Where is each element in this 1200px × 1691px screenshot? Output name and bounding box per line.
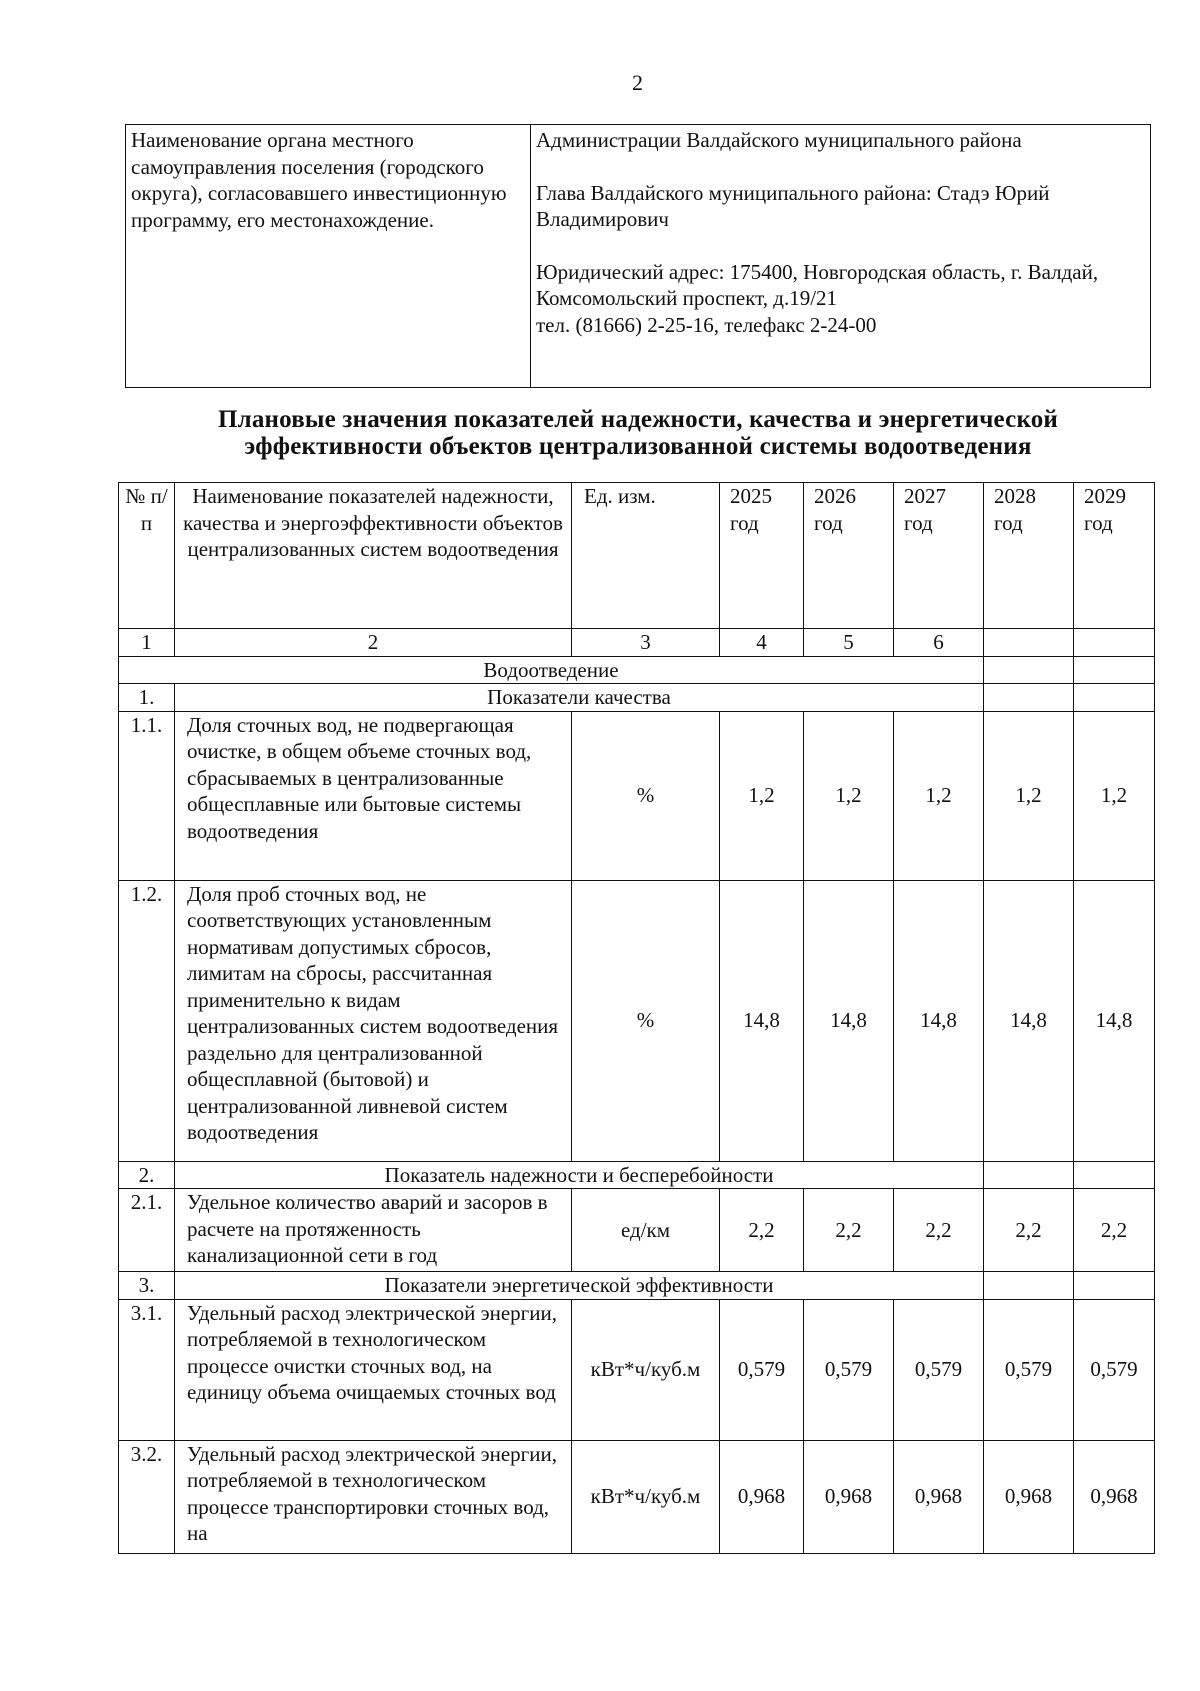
table-row [119,711,1155,880]
group-title: Показатель надежности и бесперебойности [175,1161,984,1189]
row-value-2029: 0,579 [1074,1299,1155,1440]
row-name: Удельный расход электрической энергии, потребляемой в технологическом процессе очистки сточных вод, на единицу объема очищаемых сточных вод [175,1299,572,1440]
column-numbers-row [119,629,1155,657]
table-row [119,1299,1155,1440]
header-year-2026: 2026 год [804,483,894,629]
header-unit: Ед. изм. [572,483,720,629]
row-unit: % [572,711,720,880]
row-value-2025: 1,2 [720,711,804,880]
info-left-label: Наименование органа местного самоуправления поселения (городского округа), согласовавшего инвестиционную программу, его местонахождение. [126,125,531,388]
group-empty-1 [984,1161,1074,1189]
info-address: Юридический адрес: 175400, Новгородская область, г. Валдай, Комсомольский проспект, д.19/21 [536,259,1099,310]
row-name: Доля проб сточных вод, не соответствующих установленным нормативам допустимых сбросов, лимитам на сбросы, рассчитанная применительно к видам централизованных систем водоотведения раздельно для централизованной общесплавной (бытовой) и централизованной ливневой систем водоотведения [175,880,572,1161]
col-num-1: 1 [119,629,175,657]
section-empty-1 [984,656,1074,684]
row-value-2026: 14,8 [804,880,894,1161]
header-year-2025: 2025 год [720,483,804,629]
col-num-4: 4 [720,629,804,657]
row-value-2027: 2,2 [894,1189,984,1272]
row-value-2029: 1,2 [1074,711,1155,880]
indicators-table [118,482,1155,1554]
row-value-2027: 1,2 [894,711,984,880]
row-value-2027: 0,968 [894,1440,984,1553]
group-empty-1 [984,684,1074,712]
col-num-3: 3 [572,629,720,657]
table-row [119,1440,1155,1553]
row-value-2025: 2,2 [720,1189,804,1272]
row-value-2027: 0,579 [894,1299,984,1440]
group-num: 2. [119,1161,175,1189]
row-name: Удельный расход электрической энергии, потребляемой в технологическом процессе транспортировки сточных вод, на [175,1440,572,1553]
row-value-2025: 0,968 [720,1440,804,1553]
info-admin-name: Администрации Валдайского муниципального района [536,128,1022,152]
col-num-2: 2 [175,629,572,657]
row-value-2029: 14,8 [1074,880,1155,1161]
table-heading [118,406,1158,460]
col-num-6: 6 [894,629,984,657]
row-name: Доля сточных вод, не подвергающая очистке, в общем объеме сточных вод, сбрасываемых в централизованные общесплавные или бытовые системы водоотведения [175,711,572,880]
row-value-2028: 0,968 [984,1440,1074,1553]
group-row-2 [119,1161,1155,1189]
col-num-5: 5 [804,629,894,657]
row-unit: % [572,880,720,1161]
info-phone: тел. (81666) 2-25-16, телефакс 2-24-00 [536,312,877,337]
row-unit: кВт*ч/куб.м [572,1299,720,1440]
row-value-2026: 0,579 [804,1299,894,1440]
row-value-2025: 0,579 [720,1299,804,1440]
group-row-3 [119,1272,1155,1300]
row-value-2028: 0,579 [984,1299,1074,1440]
row-num: 3.2. [119,1440,175,1553]
row-value-2026: 0,968 [804,1440,894,1553]
row-num: 1.2. [119,880,175,1161]
table-row [119,1189,1155,1272]
group-title: Показатели энергетической эффективности [175,1272,984,1300]
header-year-2027: 2027 год [894,483,984,629]
row-name: Удельное количество аварий и засоров в расчете на протяженность канализационной сети в год [175,1189,572,1272]
col-num-8 [1074,629,1155,657]
page-number: 2 [632,70,643,95]
row-unit: кВт*ч/куб.м [572,1440,720,1553]
group-title: Показатели качества [175,684,984,712]
row-value-2025: 14,8 [720,880,804,1161]
header-year-2029: 2029 год [1074,483,1155,629]
row-value-2028: 14,8 [984,880,1074,1161]
row-value-2029: 0,968 [1074,1440,1155,1553]
section-title: Водоотведение [119,656,984,684]
row-value-2028: 1,2 [984,711,1074,880]
group-empty-2 [1074,1161,1155,1189]
group-row-1 [119,684,1155,712]
header-num: № п/п [119,483,175,629]
info-table [125,124,1151,388]
row-unit: ед/км [572,1189,720,1272]
row-value-2029: 2,2 [1074,1189,1155,1272]
group-num: 3. [119,1272,175,1300]
group-empty-2 [1074,684,1155,712]
row-value-2027: 14,8 [894,880,984,1161]
header-row [119,483,1155,629]
header-name: Наименование показателей надежности, качества и энергоэффективности объектов централизованных систем водоотведения [175,483,572,629]
group-empty-2 [1074,1272,1155,1300]
heading-line-1: Плановые значения показателей надежности, качества и энергетической [217,406,1059,433]
col-num-7 [984,629,1074,657]
header-year-2028: 2028 год [984,483,1074,629]
heading-line-2: эффективности объектов централизованной системы водоотведения [244,433,1032,460]
row-num: 3.1. [119,1299,175,1440]
row-value-2026: 1,2 [804,711,894,880]
section-row [119,656,1155,684]
row-num: 2.1. [119,1189,175,1272]
row-value-2028: 2,2 [984,1189,1074,1272]
group-num: 1. [119,684,175,712]
row-value-2026: 2,2 [804,1189,894,1272]
group-empty-1 [984,1272,1074,1300]
table-row [119,880,1155,1161]
row-num: 1.1. [119,711,175,880]
info-right-cell [531,125,1151,388]
info-head-name: Глава Валдайского муниципального района: Стадэ Юрий Владимирович [536,180,1050,231]
section-empty-2 [1074,656,1155,684]
